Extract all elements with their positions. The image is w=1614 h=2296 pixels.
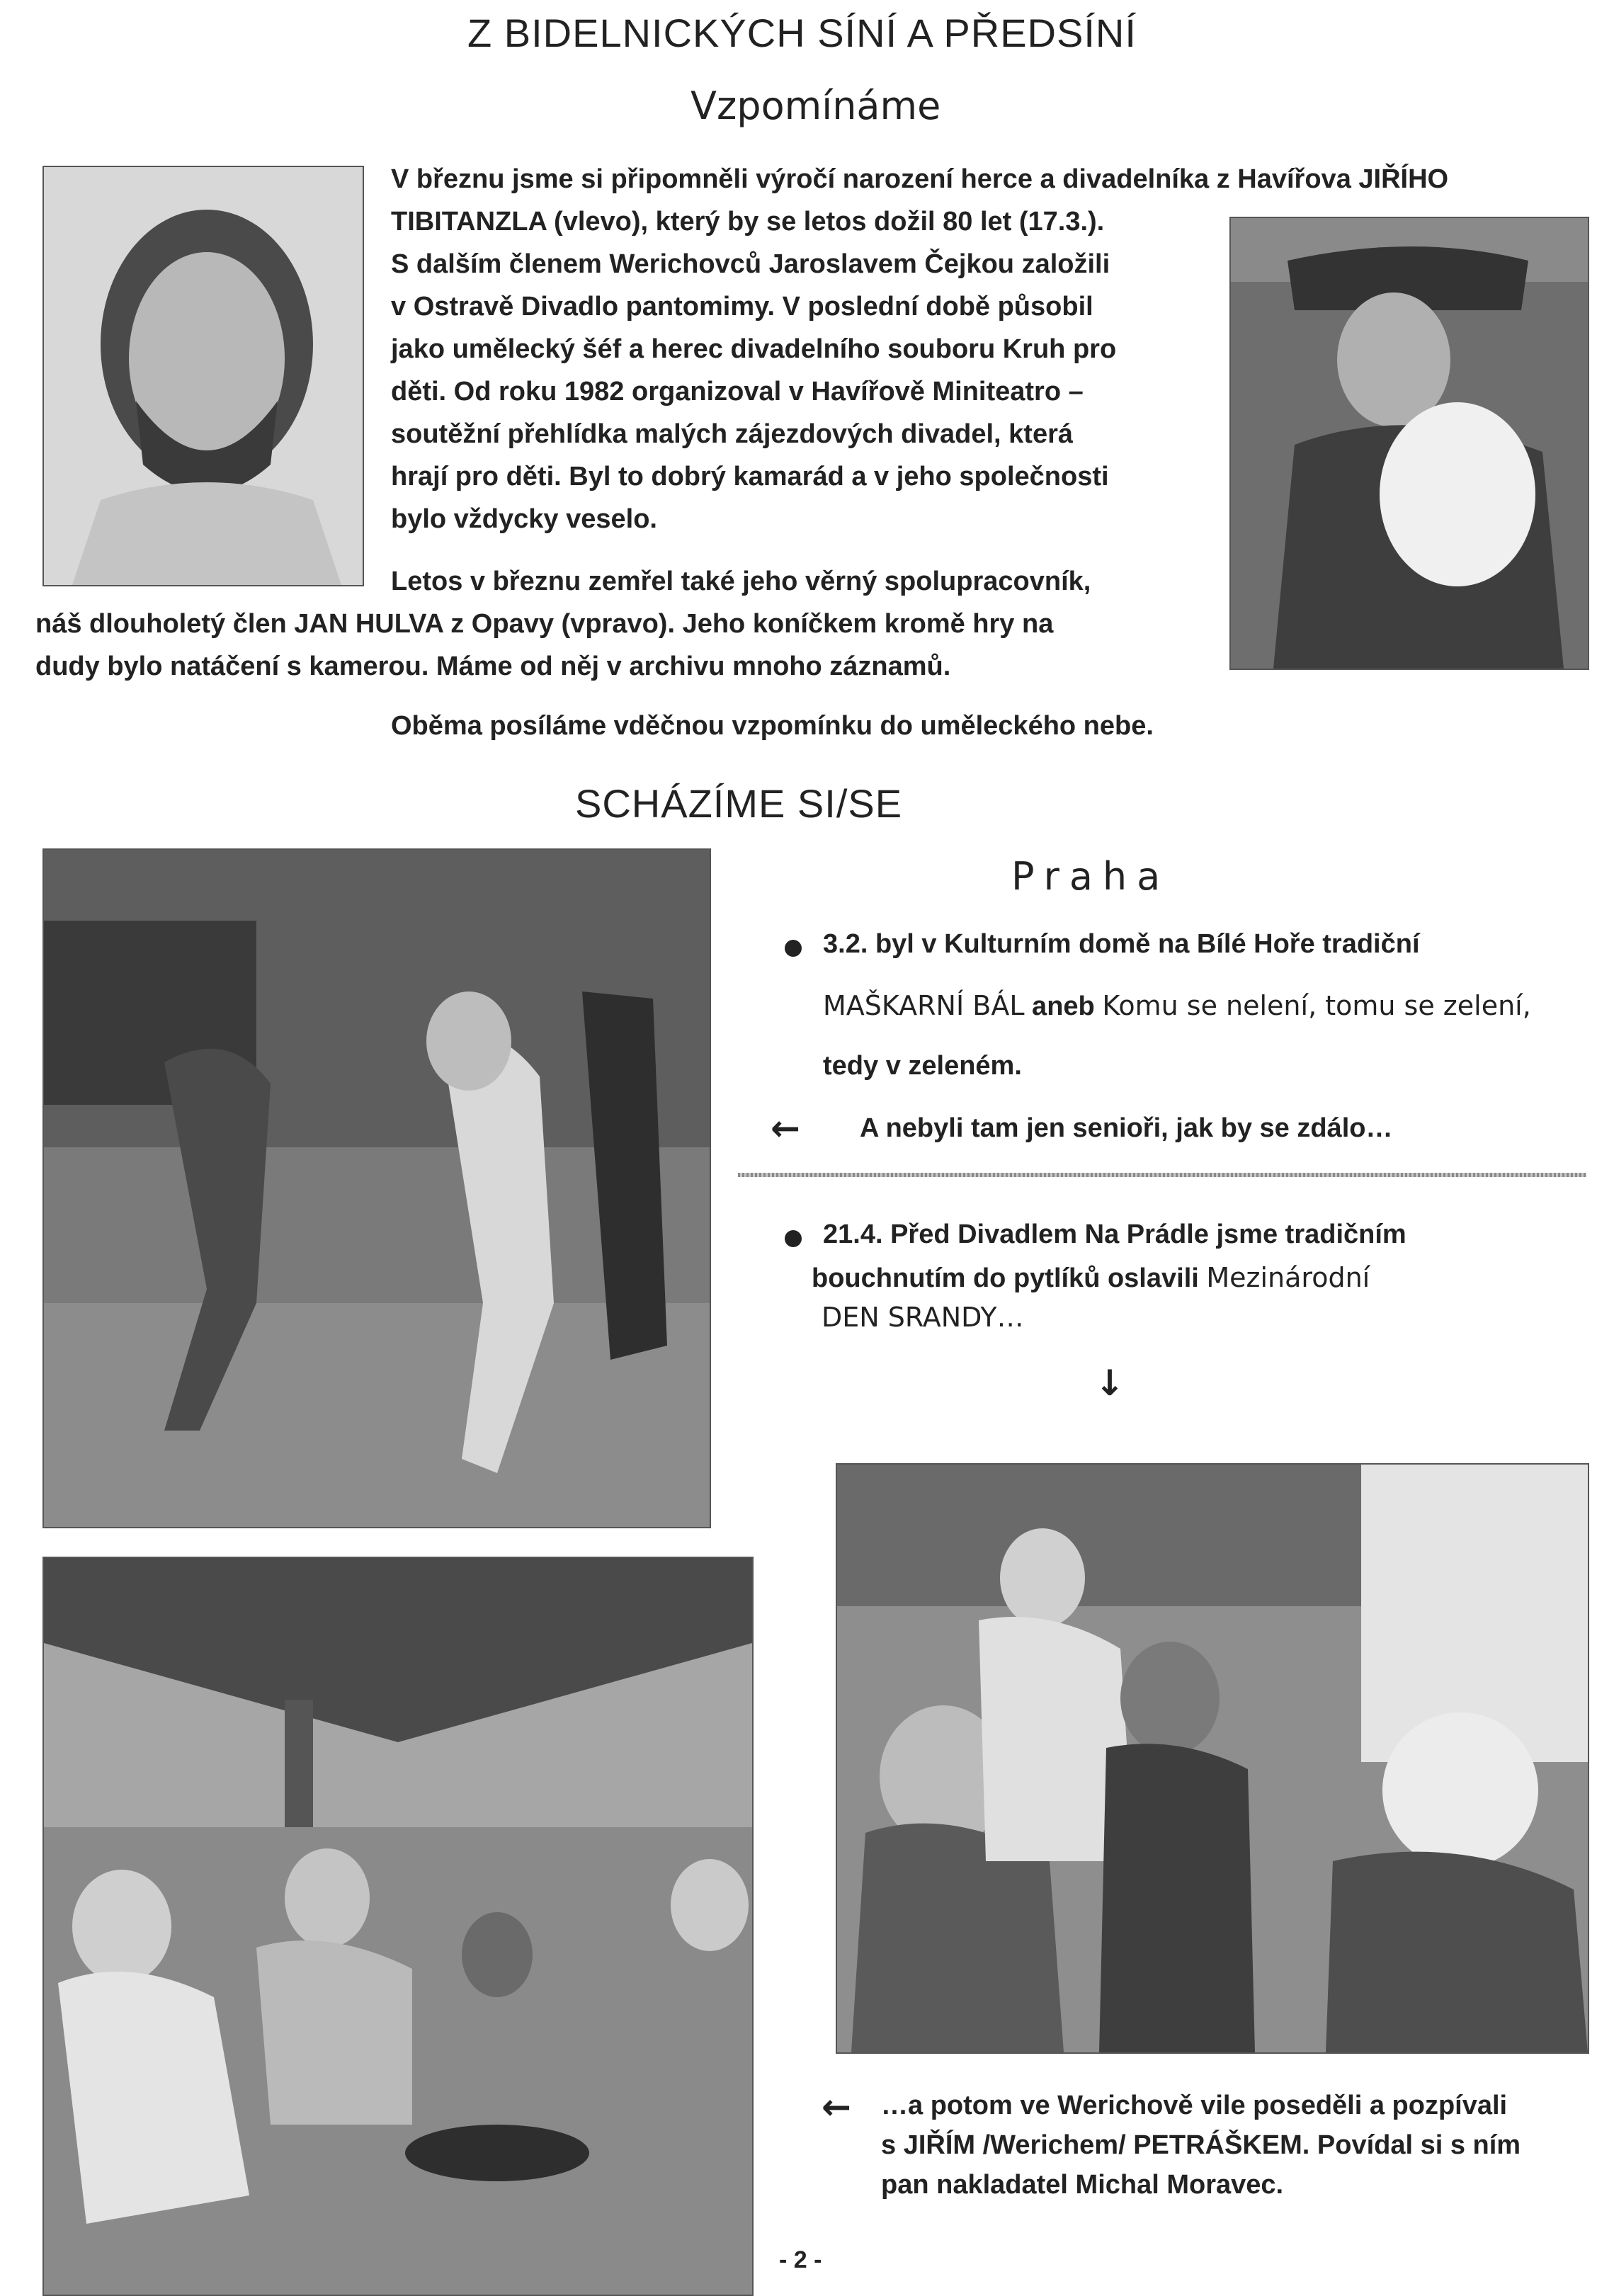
memorial-text-line-7: soutěžní přehlídka malých zájezdových divadel, která (391, 419, 1074, 449)
event1-line-2 (823, 990, 1531, 1022)
event1-line-1: 3.2. byl v Kulturním domě na Bílé Hoře tradiční (823, 929, 1420, 959)
memorial-text-line-5: jako umělecký šéf a herec divadelního souboru Kruh pro (391, 334, 1117, 364)
event2-international: Mezinárodní (1206, 1262, 1370, 1293)
memorial-text-line-2: TIBITANZLA (vlevo), který by se letos dožil 80 let (17.3.). (391, 207, 1105, 237)
page-title: Z BIDELNICKÝCH SÍNÍ A PŘEDSÍNÍ (467, 11, 1137, 55)
memorial-text-line-9: bylo vždycky veselo. (391, 504, 657, 534)
memorial-text2-line-1: Letos v březnu zemřel také jeho věrný spolupracovník, (391, 567, 1091, 596)
caption-bottom-line-1: …a potom ve Werichově vile poseděli a pozpívali (881, 2091, 1508, 2120)
memorial-text-line-3: S dalším členem Werichovců Jaroslavem Čejkou založili (391, 249, 1110, 279)
left-arrow-icon-2: ← (822, 2086, 851, 2127)
memorial-text2-line-2: náš dlouholetý člen JAN HULVA z Opavy (vpravo). Jeho koníčkem kromě hry na (35, 609, 1054, 639)
memorial-text-line-8: hrají pro děti. Byl to dobrý kamarád a v jeho společnosti (391, 462, 1109, 491)
event1-aneb: aneb (1024, 991, 1103, 1021)
event-divider (738, 1173, 1586, 1177)
event1-line-3: tedy v zeleném. (823, 1051, 1022, 1081)
event2-line-2-text: bouchnutím do pytlíků oslavili (812, 1263, 1207, 1293)
memorial-text-line-1: V březnu jsme si připomněli výročí narození herce a divadelníka z Havířova JIŘÍHO (391, 164, 1449, 194)
event2-line-1: 21.4. Před Divadlem Na Prádle jsme tradičním (823, 1220, 1406, 1249)
memorial-text2-line-3: dudy bylo natáčení s kamerou. Máme od něj v archivu mnoho záznamů. (35, 652, 951, 681)
photo-den-srandy (836, 1463, 1589, 2054)
portrait-photo-tibitanzl (42, 166, 364, 586)
event1-caption: A nebyli tam jen senioři, jak by se zdálo… (860, 1113, 1393, 1143)
memorial-closing: Oběma posíláme vděčnou vzpomínku do uměleckého nebe. (391, 711, 1154, 741)
portrait-photo-hulva (1229, 217, 1589, 670)
bullet-event-1 (785, 940, 802, 957)
caption-bottom-line-3: pan nakladatel Michal Moravec. (881, 2170, 1284, 2200)
event2-line-3: DEN SRANDY… (822, 1302, 1024, 1333)
left-arrow-icon: ← (771, 1108, 800, 1149)
event1-motto: Komu se nelení, tomu se zelení, (1102, 990, 1531, 1021)
memorial-text-line-6: děti. Od roku 1982 organizoval v Havířově Miniteatro – (391, 377, 1084, 407)
caption-bottom-line-2: s JIŘÍM /Werichem/ PETRÁŠKEM. Povídal si s ním (881, 2130, 1521, 2160)
city-heading: Praha (1011, 854, 1171, 899)
section-title: SCHÁZÍME SI/SE (575, 781, 903, 826)
event1-ball-name: MAŠKARNÍ BÁL (823, 990, 1025, 1021)
section-subtitle: Vzpomínáme (691, 84, 941, 128)
bullet-event-2 (785, 1230, 802, 1247)
photo-masquerade-dance (42, 848, 711, 1528)
event2-line-2 (812, 1262, 1370, 1294)
photo-werich-villa-gathering (42, 1557, 754, 2296)
down-arrow-icon: ↓ (1095, 1363, 1125, 1404)
page-number: - 2 - (779, 2246, 822, 2273)
memorial-text-line-4: v Ostravě Divadlo pantomimy. V poslední době působil (391, 292, 1093, 322)
